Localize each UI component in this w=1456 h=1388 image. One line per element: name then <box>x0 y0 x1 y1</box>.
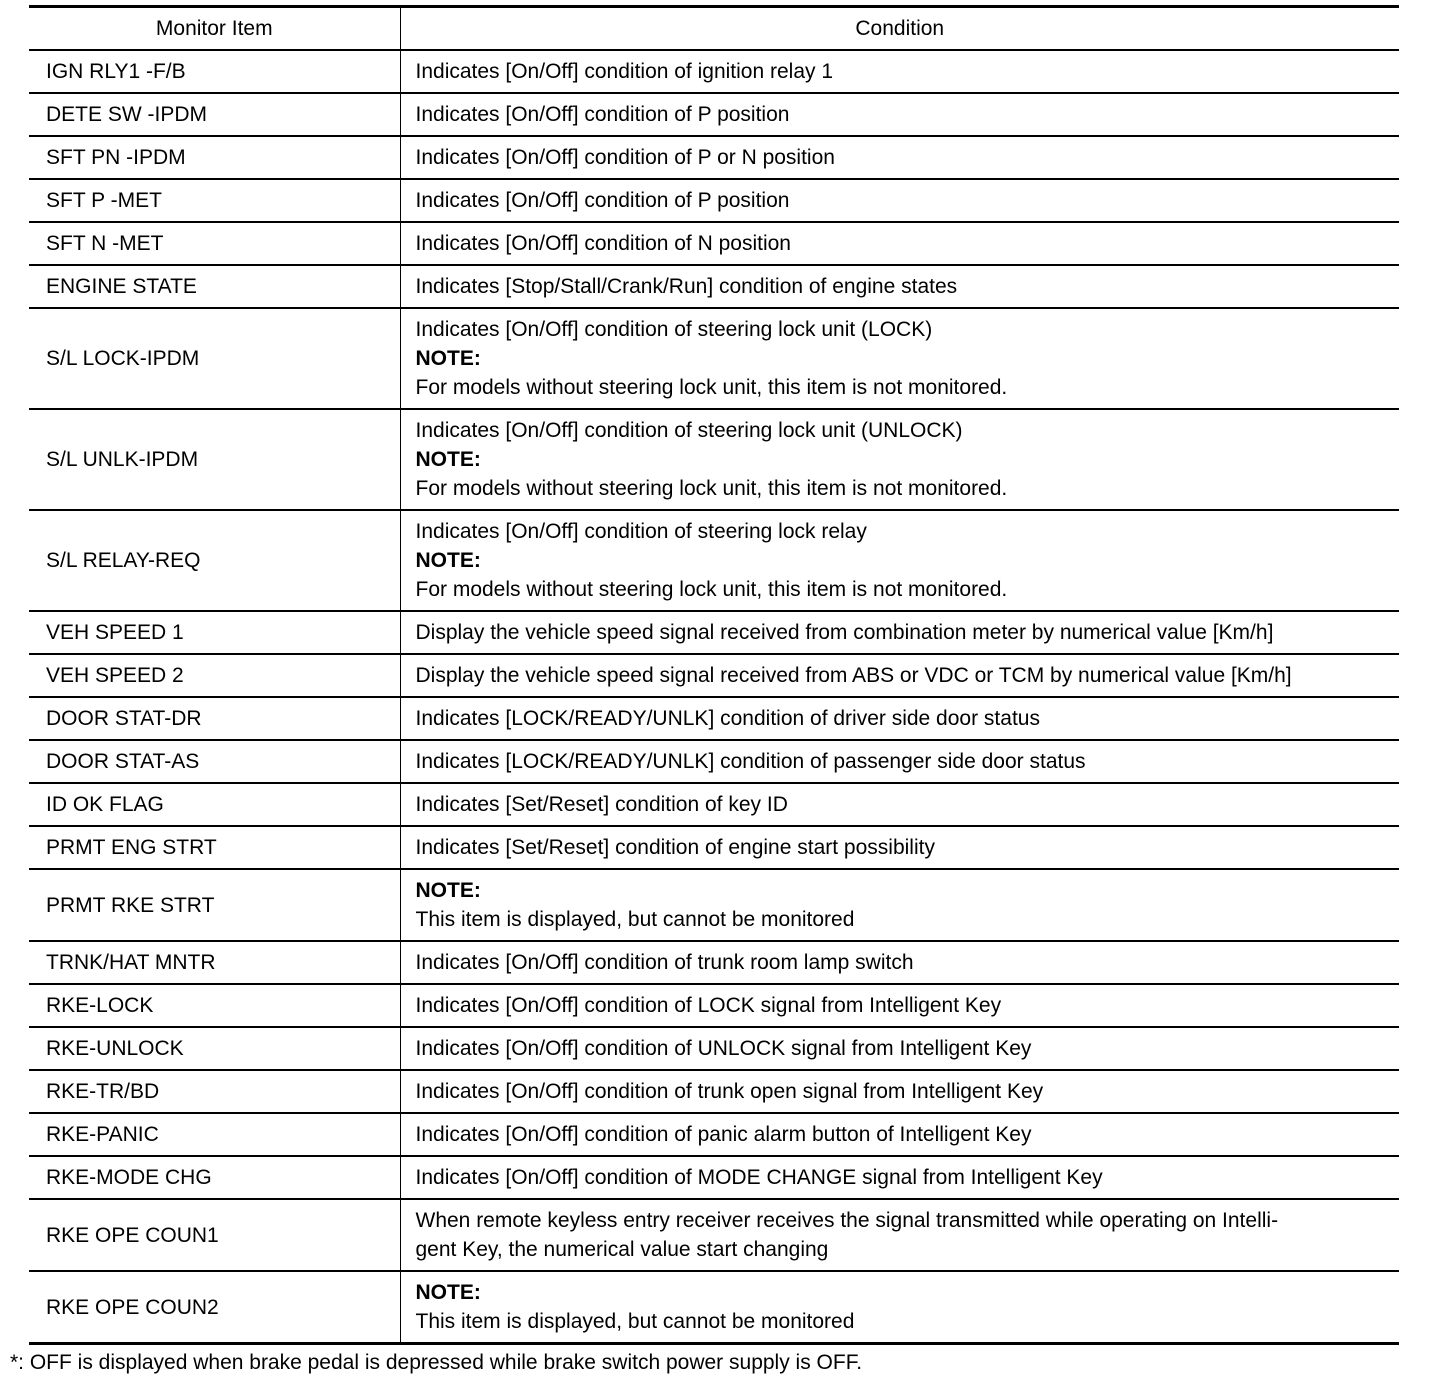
condition-cell <box>400 136 1399 179</box>
condition-cell <box>400 1070 1399 1113</box>
condition-text: Indicates [On/Off] condition of UNLOCK signal from Intelligent Key <box>415 1037 1032 1060</box>
table-row <box>29 1199 1399 1271</box>
condition-text: Display the vehicle speed signal received from ABS or VDC or TCM by numerical value [Km/h] <box>415 664 1292 687</box>
monitor-item-cell: DOOR STAT-DR <box>29 697 400 740</box>
condition-text: Indicates [On/Off] condition of P position <box>415 103 790 126</box>
condition-text: Indicates [On/Off] condition of MODE CHANGE signal from Intelligent Key <box>415 1166 1103 1189</box>
condition-cell <box>400 222 1399 265</box>
condition-cell <box>400 265 1399 308</box>
table-row <box>29 222 1399 265</box>
condition-cell <box>400 783 1399 826</box>
monitor-item-cell: ENGINE STATE <box>29 265 400 308</box>
condition-text: Indicates [On/Off] condition of steering lock unit (UNLOCK) <box>415 419 963 442</box>
monitor-item-cell: SFT P -MET <box>29 179 400 222</box>
monitor-item-cell: IGN RLY1 -F/B <box>29 50 400 93</box>
table-row <box>29 1113 1399 1156</box>
monitor-item-cell: RKE-PANIC <box>29 1113 400 1156</box>
condition-cell <box>400 179 1399 222</box>
condition-cell <box>400 1156 1399 1199</box>
header-monitor-item: Monitor Item <box>29 7 400 51</box>
monitor-item-table-container <box>29 5 1399 1345</box>
note-label: NOTE: <box>415 448 481 471</box>
condition-text: Indicates [LOCK/READY/UNLK] condition of passenger side door status <box>415 750 1086 773</box>
note-label: NOTE: <box>415 1281 481 1304</box>
monitor-item-cell: SFT N -MET <box>29 222 400 265</box>
condition-text: Indicates [On/Off] condition of LOCK signal from Intelligent Key <box>415 994 1002 1017</box>
table-row <box>29 984 1399 1027</box>
monitor-item-cell: S/L UNLK-IPDM <box>29 409 400 510</box>
monitor-item-cell: VEH SPEED 1 <box>29 611 400 654</box>
table-row <box>29 783 1399 826</box>
header-condition: Condition <box>400 7 1399 51</box>
note-label: NOTE: <box>415 347 481 370</box>
condition-cell <box>400 1027 1399 1070</box>
monitor-item-cell: RKE-UNLOCK <box>29 1027 400 1070</box>
monitor-item-cell: DETE SW -IPDM <box>29 93 400 136</box>
monitor-item-cell: S/L RELAY-REQ <box>29 510 400 611</box>
table-header-row <box>29 7 1399 51</box>
condition-text: Indicates [On/Off] condition of trunk open signal from Intelligent Key <box>415 1080 1044 1103</box>
table-row <box>29 308 1399 409</box>
condition-text: Indicates [On/Off] condition of P position <box>415 189 790 212</box>
monitor-item-cell: SFT PN -IPDM <box>29 136 400 179</box>
table-row <box>29 869 1399 941</box>
table-row <box>29 1156 1399 1199</box>
condition-text: Indicates [On/Off] condition of steering lock relay <box>415 520 867 543</box>
footnote: *: OFF is displayed when brake pedal is depressed while brake switch power supply is OFF. <box>10 1351 863 1374</box>
condition-cell <box>400 740 1399 783</box>
condition-cell <box>400 308 1399 409</box>
monitor-item-cell: RKE OPE COUN1 <box>29 1199 400 1271</box>
monitor-item-cell: RKE-LOCK <box>29 984 400 1027</box>
table-row <box>29 1271 1399 1344</box>
condition-cell <box>400 941 1399 984</box>
note-label: NOTE: <box>415 549 481 572</box>
note-text: For models without steering lock unit, this item is not monitored. <box>415 477 1008 500</box>
condition-text: Indicates [Set/Reset] condition of engine start possibility <box>415 836 935 859</box>
condition-cell <box>400 869 1399 941</box>
monitor-item-cell: PRMT ENG STRT <box>29 826 400 869</box>
table-row <box>29 697 1399 740</box>
note-label: NOTE: <box>415 879 481 902</box>
note-text: This item is displayed, but cannot be monitored <box>415 1310 855 1333</box>
condition-cell <box>400 654 1399 697</box>
condition-cell <box>400 510 1399 611</box>
note-text: For models without steering lock unit, this item is not monitored. <box>415 376 1008 399</box>
condition-text: Indicates [On/Off] condition of panic alarm button of Intelligent Key <box>415 1123 1032 1146</box>
table-row <box>29 510 1399 611</box>
condition-cell <box>400 1199 1399 1271</box>
monitor-item-cell: ID OK FLAG <box>29 783 400 826</box>
condition-cell <box>400 826 1399 869</box>
condition-cell <box>400 93 1399 136</box>
condition-cell <box>400 409 1399 510</box>
condition-text: gent Key, the numerical value start changing <box>415 1238 829 1261</box>
table-row <box>29 409 1399 510</box>
table-row <box>29 93 1399 136</box>
monitor-item-cell: DOOR STAT-AS <box>29 740 400 783</box>
condition-cell <box>400 1271 1399 1344</box>
monitor-item-cell: RKE-MODE CHG <box>29 1156 400 1199</box>
condition-cell <box>400 1113 1399 1156</box>
condition-cell <box>400 984 1399 1027</box>
condition-text: Indicates [On/Off] condition of N position <box>415 232 791 255</box>
table-body <box>29 50 1399 1344</box>
table-row <box>29 50 1399 93</box>
condition-text: Indicates [On/Off] condition of steering lock unit (LOCK) <box>415 318 933 341</box>
condition-text: Indicates [On/Off] condition of trunk room lamp switch <box>415 951 914 974</box>
monitor-item-cell: VEH SPEED 2 <box>29 654 400 697</box>
table-row <box>29 654 1399 697</box>
table-row <box>29 265 1399 308</box>
table-row <box>29 941 1399 984</box>
table-row <box>29 1027 1399 1070</box>
condition-text: When remote keyless entry receiver receives the signal transmitted while operating on Intelli- <box>415 1209 1279 1232</box>
table-row <box>29 179 1399 222</box>
monitor-item-cell: RKE OPE COUN2 <box>29 1271 400 1344</box>
condition-text: Display the vehicle speed signal received from combination meter by numerical value [Km/h] <box>415 621 1274 644</box>
condition-text: Indicates [On/Off] condition of P or N position <box>415 146 835 169</box>
condition-text: Indicates [On/Off] condition of ignition relay 1 <box>415 60 834 83</box>
table-row <box>29 740 1399 783</box>
table-row <box>29 1070 1399 1113</box>
monitor-item-cell: PRMT RKE STRT <box>29 869 400 941</box>
condition-cell <box>400 697 1399 740</box>
monitor-item-cell: RKE-TR/BD <box>29 1070 400 1113</box>
condition-text: Indicates [Set/Reset] condition of key ID <box>415 793 788 816</box>
note-text: This item is displayed, but cannot be monitored <box>415 908 855 931</box>
condition-text: Indicates [Stop/Stall/Crank/Run] condition of engine states <box>415 275 958 298</box>
table-row <box>29 611 1399 654</box>
table-row <box>29 136 1399 179</box>
condition-cell <box>400 50 1399 93</box>
monitor-item-cell: S/L LOCK-IPDM <box>29 308 400 409</box>
condition-text: Indicates [LOCK/READY/UNLK] condition of driver side door status <box>415 707 1040 730</box>
note-text: For models without steering lock unit, this item is not monitored. <box>415 578 1008 601</box>
table-row <box>29 826 1399 869</box>
monitor-item-cell: TRNK/HAT MNTR <box>29 941 400 984</box>
monitor-item-table <box>29 5 1399 1345</box>
condition-cell <box>400 611 1399 654</box>
